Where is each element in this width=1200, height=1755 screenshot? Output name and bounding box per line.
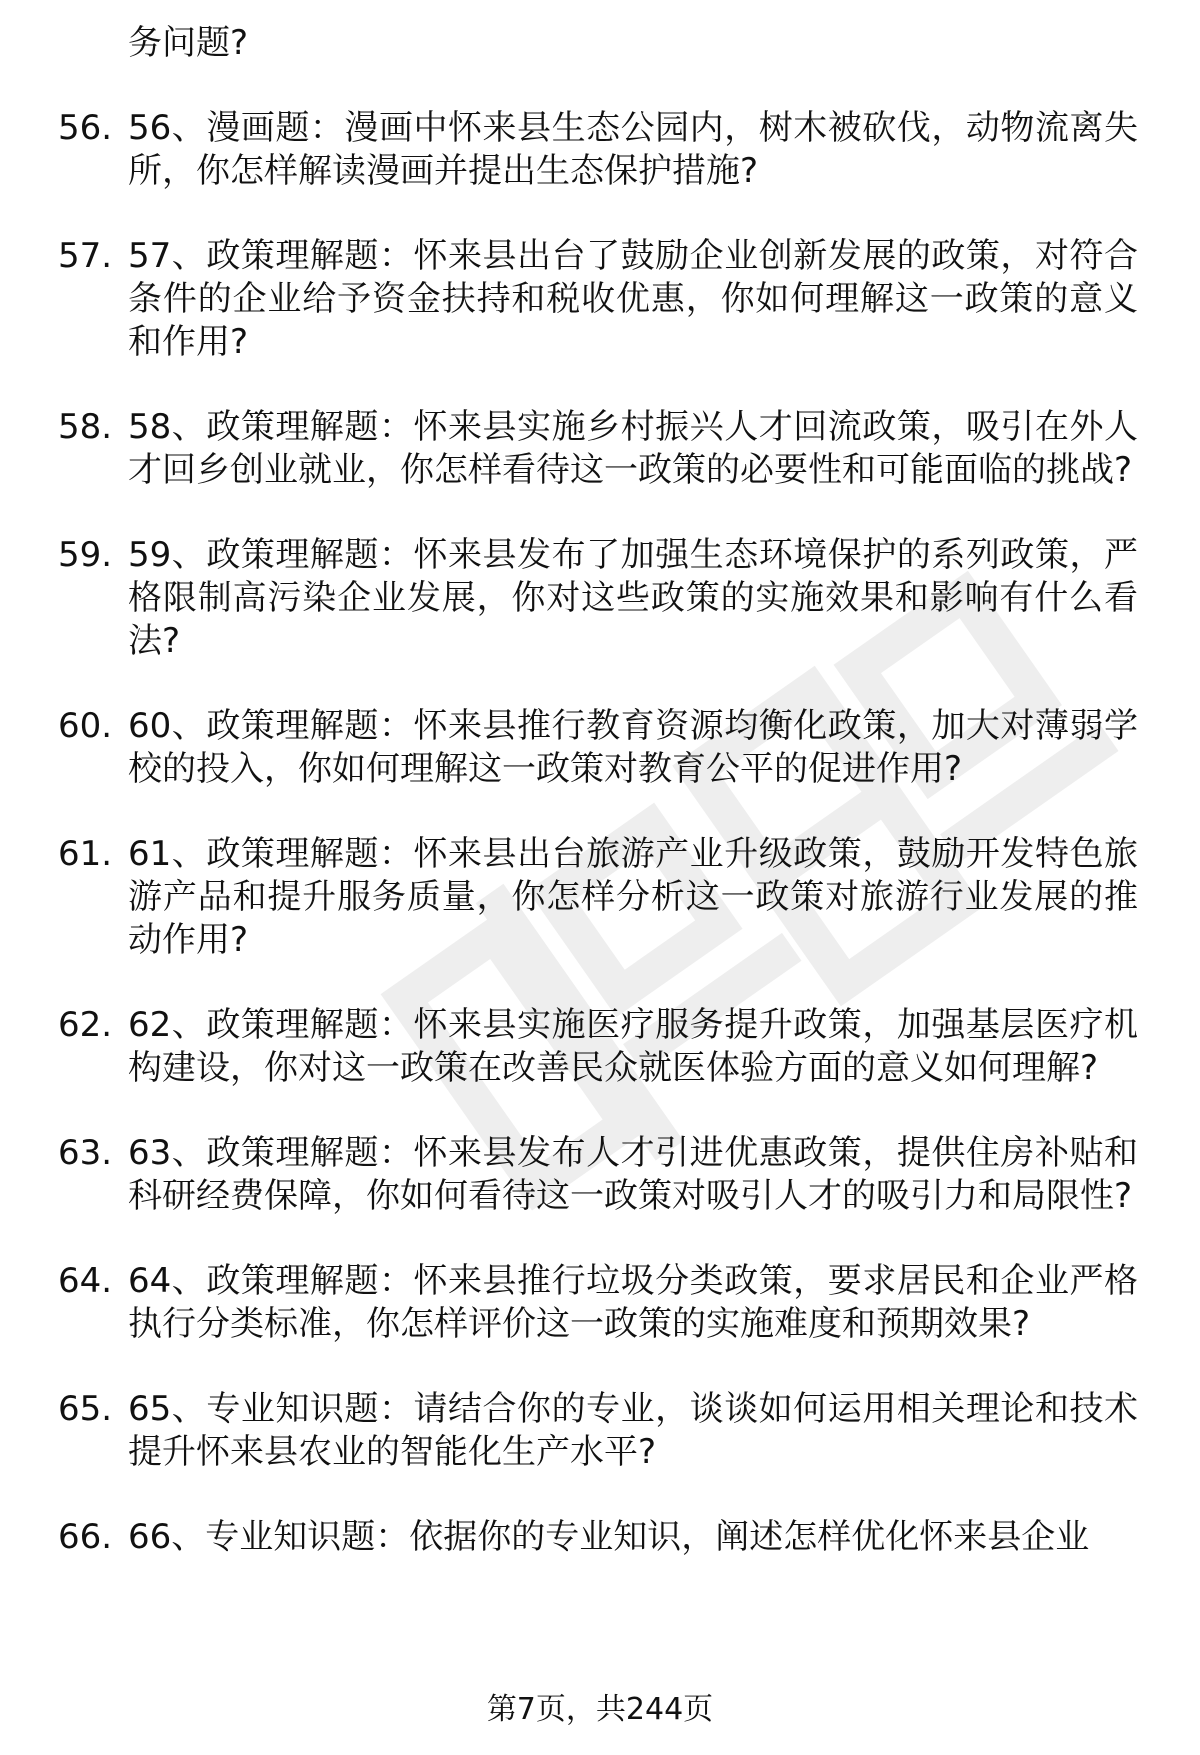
question-text: 61、政策理解题：怀来县出台旅游产业升级政策，鼓励开发特色旅游产品和提升服务质量，你怎样分析这一政策对旅游行业发展的推动作用? xyxy=(128,834,1138,960)
question-text: 63、政策理解题：怀来县发布人才引进优惠政策，提供住房补贴和科研经费保障，你如何看待这一政策对吸引人才的吸引力和局限性? xyxy=(128,1133,1138,1216)
continued-text: 务问题? xyxy=(128,23,249,63)
question-item xyxy=(0,833,1200,962)
question-item xyxy=(0,1516,1200,1559)
question-number: 56. xyxy=(58,108,113,148)
question-item xyxy=(0,1004,1200,1090)
question-number: 66. xyxy=(58,1517,113,1557)
page-footer: 第7页，共244页 xyxy=(486,1692,714,1727)
question-text: 62、政策理解题：怀来县实施医疗服务提升政策，加强基层医疗机构建设，你对这一政策在改善民众就医体验方面的意义如何理解? xyxy=(128,1005,1138,1088)
question-number: 58. xyxy=(58,407,113,447)
question-item xyxy=(0,534,1200,663)
question-text: 57、政策理解题：怀来县出台了鼓励企业创新发展的政策，对符合条件的企业给予资金扶持和税收优惠，你如何理解这一政策的意义和作用? xyxy=(128,236,1138,362)
question-item xyxy=(0,1260,1200,1346)
question-list xyxy=(0,22,1200,1559)
question-text: 58、政策理解题：怀来县实施乡村振兴人才回流政策，吸引在外人才回乡创业就业，你怎样看待这一政策的必要性和可能面临的挑战? xyxy=(128,407,1138,490)
question-number: 61. xyxy=(58,834,113,874)
question-text: 56、漫画题：漫画中怀来县生态公园内，树木被砍伐，动物流离失所，你怎样解读漫画并提出生态保护措施? xyxy=(128,108,1138,191)
question-text: 65、专业知识题：请结合你的专业，谈谈如何运用相关理论和技术提升怀来县农业的智能化生产水平? xyxy=(128,1389,1138,1472)
question-item xyxy=(0,1388,1200,1474)
question-number: 65. xyxy=(58,1389,113,1429)
question-text: 66、专业知识题：依据你的专业知识，阐述怎样优化怀来县企业 xyxy=(128,1517,1090,1557)
question-item xyxy=(0,406,1200,492)
question-item xyxy=(0,1132,1200,1218)
question-number: 59. xyxy=(58,535,113,575)
question-item xyxy=(0,107,1200,193)
question-item xyxy=(0,235,1200,364)
question-number: 57. xyxy=(58,236,113,276)
question-text: 60、政策理解题：怀来县推行教育资源均衡化政策，加大对薄弱学校的投入，你如何理解这一政策对教育公平的促进作用? xyxy=(128,706,1138,789)
question-text: 64、政策理解题：怀来县推行垃圾分类政策，要求居民和企业严格执行分类标准，你怎样评价这一政策的实施难度和预期效果? xyxy=(128,1261,1138,1344)
question-number: 60. xyxy=(58,706,113,746)
question-number: 64. xyxy=(58,1261,113,1301)
question-text: 59、政策理解题：怀来县发布了加强生态环境保护的系列政策，严格限制高污染企业发展，你对这些政策的实施效果和影响有什么看法? xyxy=(128,535,1138,661)
question-number: 62. xyxy=(58,1005,113,1045)
question-number: 63. xyxy=(58,1133,113,1173)
question-item xyxy=(0,705,1200,791)
